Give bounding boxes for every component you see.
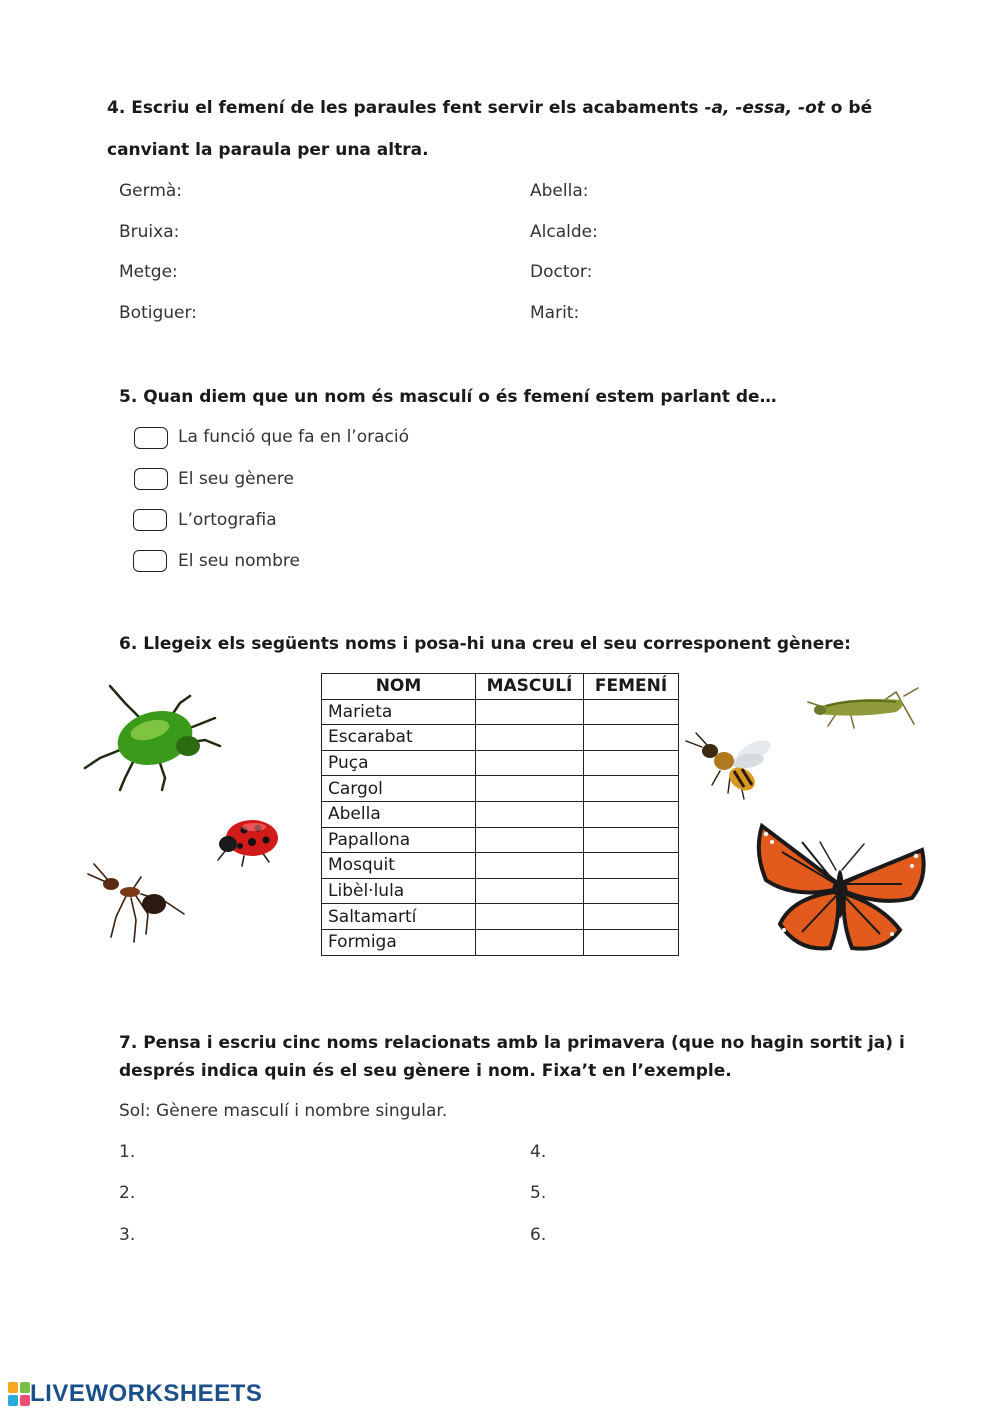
table-header-row	[322, 674, 679, 700]
masculi-cell[interactable]	[476, 801, 584, 827]
answer-number: 4.	[530, 1142, 547, 1162]
header-femeni: FEMENÍ	[584, 674, 679, 700]
q4-word: Abella:	[530, 181, 589, 201]
femeni-cell[interactable]	[584, 853, 679, 879]
q7-title-line2: després indica quin és el seu gènere i nom. Fixa’t en l’exemple.	[119, 1061, 732, 1081]
femeni-cell[interactable]	[584, 827, 679, 853]
header-nom: NOM	[322, 674, 476, 700]
answer-number: 2.	[119, 1183, 136, 1203]
q4-title-line2: canviant la paraula per una altra.	[107, 140, 429, 160]
option-label: El seu gènere	[178, 469, 294, 489]
femeni-cell[interactable]	[584, 878, 679, 904]
masculi-cell[interactable]	[476, 699, 584, 725]
masculi-cell[interactable]	[476, 725, 584, 751]
liveworksheets-logo[interactable]	[8, 1380, 262, 1408]
option-checkbox[interactable]	[133, 550, 167, 572]
table-row	[322, 929, 679, 955]
masculi-cell[interactable]	[476, 929, 584, 955]
femeni-cell[interactable]	[584, 776, 679, 802]
noun-cell: Marieta	[322, 699, 476, 725]
header-masculi: MASCULÍ	[476, 674, 584, 700]
option-label: L’ortografia	[178, 510, 277, 530]
masculi-cell[interactable]	[476, 827, 584, 853]
gender-table	[321, 673, 679, 956]
q4-ending-ot: -ot	[798, 98, 825, 118]
table-row	[322, 904, 679, 930]
noun-cell: Saltamartí	[322, 904, 476, 930]
q6-title: 6. Llegeix els següents noms i posa-hi una creu el seu corresponent gènere:	[119, 634, 851, 654]
option-checkbox[interactable]	[134, 427, 168, 449]
option-label: El seu nombre	[178, 551, 300, 571]
q4-word: Marit:	[530, 303, 580, 323]
noun-cell: Papallona	[322, 827, 476, 853]
liveworksheets-logo-text: LIVEWORKSHEETS	[30, 1380, 263, 1407]
table-row	[322, 699, 679, 725]
q4-word: Alcalde:	[530, 222, 598, 242]
butterfly-icon	[752, 822, 930, 954]
q5-title: 5. Quan diem que un nom és masculí o és femení estem parlant de…	[119, 387, 777, 407]
noun-cell: Mosquit	[322, 853, 476, 879]
femeni-cell[interactable]	[584, 904, 679, 930]
table-row	[322, 827, 679, 853]
table-row	[322, 853, 679, 879]
option-label: La funció que fa en l’oració	[178, 427, 409, 447]
noun-cell: Libèl·lula	[322, 878, 476, 904]
q4-word: Germà:	[119, 181, 183, 201]
masculi-cell[interactable]	[476, 750, 584, 776]
masculi-cell[interactable]	[476, 853, 584, 879]
answer-number: 1.	[119, 1142, 136, 1162]
q4-word: Doctor:	[530, 262, 593, 282]
bee-icon	[682, 727, 774, 811]
noun-cell: Formiga	[322, 929, 476, 955]
femeni-cell[interactable]	[584, 929, 679, 955]
table-row	[322, 725, 679, 751]
table-row	[322, 776, 679, 802]
femeni-cell[interactable]	[584, 750, 679, 776]
answer-number: 5.	[530, 1183, 547, 1203]
noun-cell: Puça	[322, 750, 476, 776]
q7-example: Sol: Gènere masculí i nombre singular.	[119, 1101, 448, 1121]
q7-title-line1: 7. Pensa i escriu cinc noms relacionats amb la primavera (que no hagin sortit ja) i	[119, 1033, 905, 1053]
femeni-cell[interactable]	[584, 725, 679, 751]
q4-word: Botiguer:	[119, 303, 197, 323]
masculi-cell[interactable]	[476, 776, 584, 802]
femeni-cell[interactable]	[584, 699, 679, 725]
answer-number: 6.	[530, 1225, 547, 1245]
q4-word: Metge:	[119, 262, 178, 282]
table-row	[322, 750, 679, 776]
noun-cell: Cargol	[322, 776, 476, 802]
q4-title-prefix: 4. Escriu el femení de les paraules fent servir els acabaments	[107, 98, 705, 118]
green-beetle-icon	[80, 678, 225, 793]
noun-cell: Abella	[322, 801, 476, 827]
option-checkbox[interactable]	[133, 509, 167, 531]
ladybug-icon	[214, 810, 284, 868]
ant-icon	[86, 862, 190, 944]
noun-cell: Escarabat	[322, 725, 476, 751]
femeni-cell[interactable]	[584, 801, 679, 827]
q4-title	[107, 98, 872, 118]
masculi-cell[interactable]	[476, 904, 584, 930]
q4-title-suffix: o bé	[824, 98, 873, 118]
liveworksheets-logo-icon	[8, 1382, 30, 1406]
option-checkbox[interactable]	[134, 468, 168, 490]
grasshopper-icon	[806, 684, 920, 732]
answer-number: 3.	[119, 1225, 136, 1245]
q4-ending-essa: -essa,	[735, 98, 799, 118]
table-row	[322, 878, 679, 904]
q4-ending-a: -a,	[704, 98, 736, 118]
table-row	[322, 801, 679, 827]
q4-word: Bruixa:	[119, 222, 180, 242]
masculi-cell[interactable]	[476, 878, 584, 904]
